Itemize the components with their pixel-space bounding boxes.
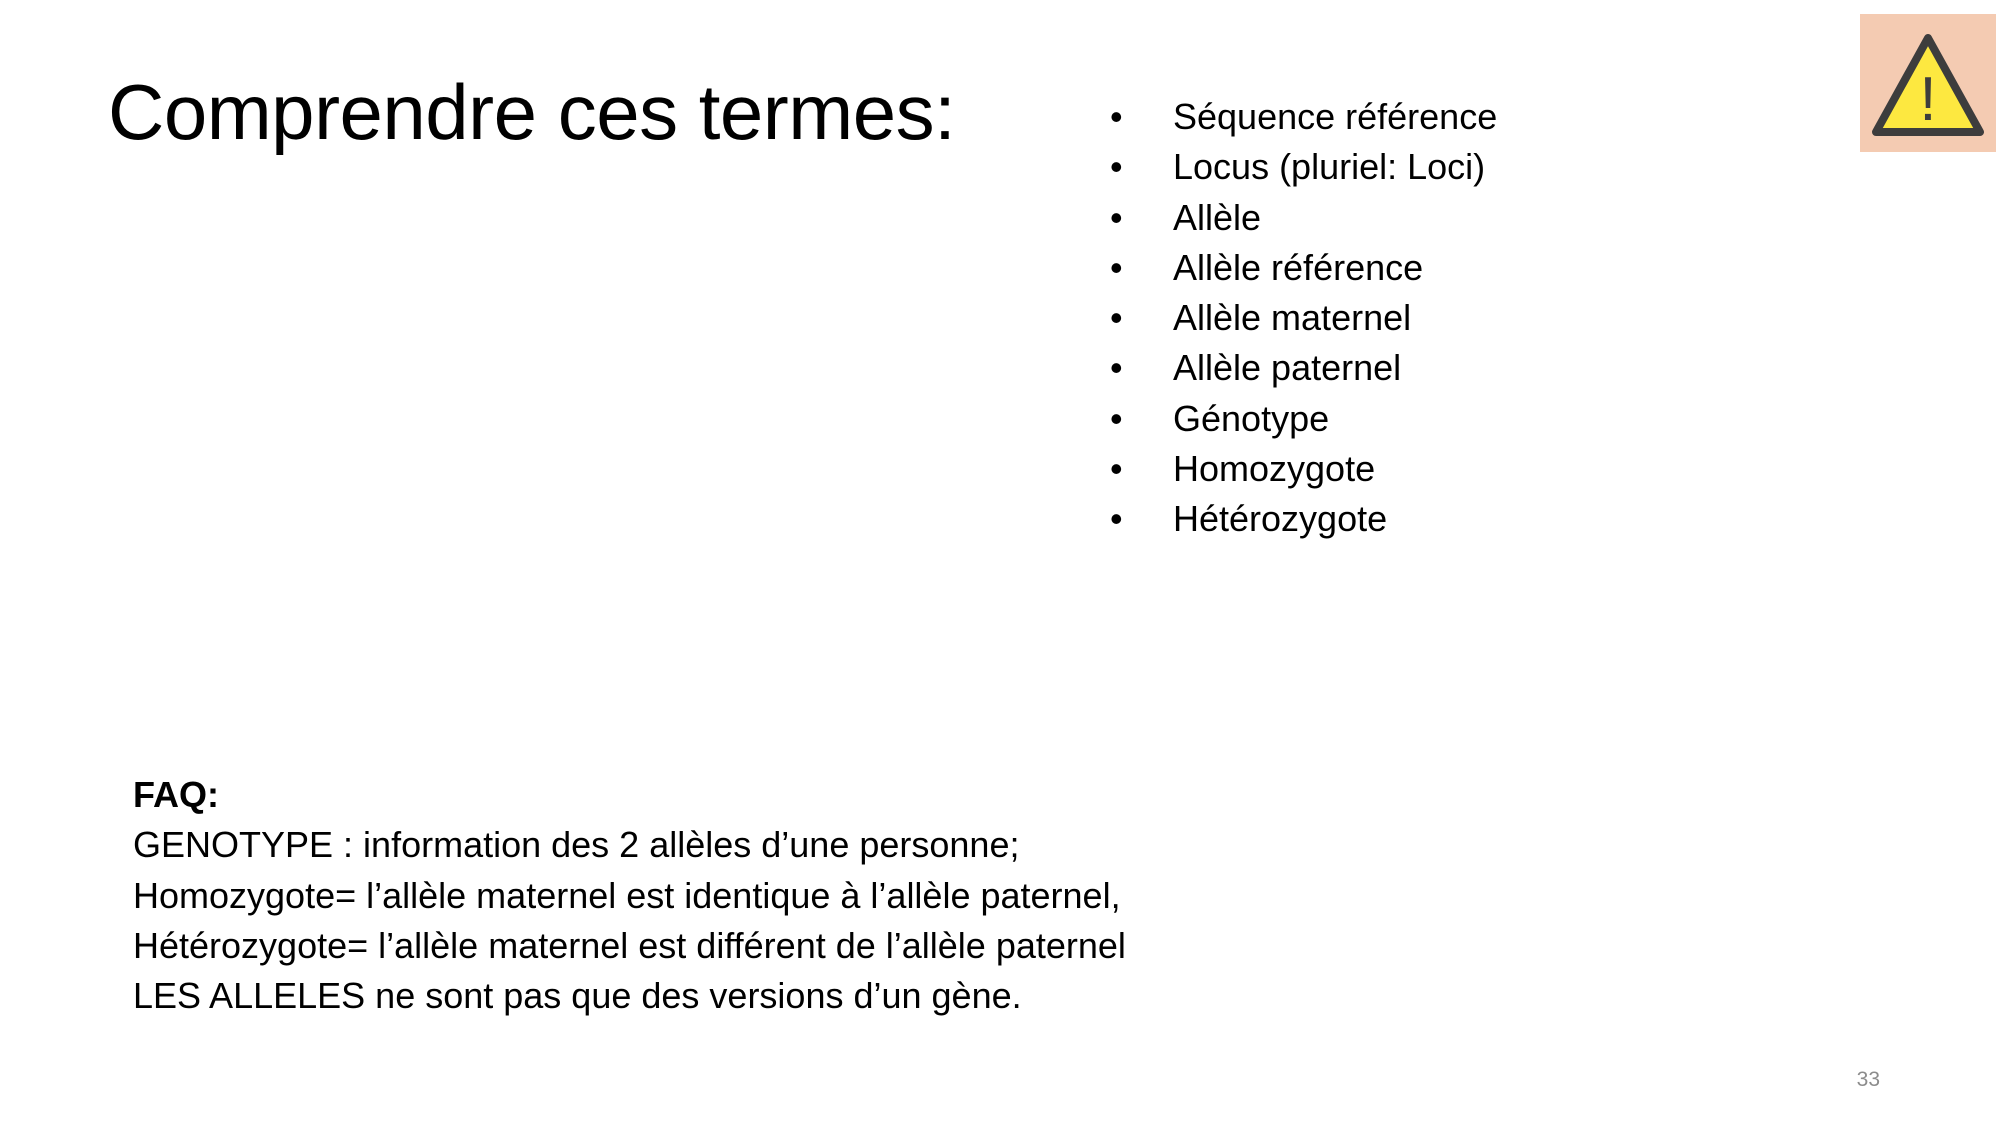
- warning-triangle-icon: [1870, 32, 1986, 140]
- list-item: [1110, 193, 1497, 243]
- warning-box: [1860, 14, 1996, 152]
- list-item: [1110, 142, 1497, 192]
- terms-list: [1110, 92, 1497, 545]
- term-label: Hétérozygote: [1173, 498, 1388, 540]
- faq-line: Hétérozygote= l’allèle maternel est différent de l’allèle paternel: [133, 924, 1126, 966]
- slide-title: Comprendre ces termes:: [108, 68, 956, 156]
- faq-line: GENOTYPE : information des 2 allèles d’une personne;: [133, 824, 1020, 866]
- bullet: •: [1110, 498, 1123, 540]
- list-item: [1110, 243, 1497, 293]
- list-item: [1110, 343, 1497, 393]
- list-item: [1110, 394, 1497, 444]
- bullet: •: [1110, 297, 1123, 339]
- term-label: Séquence référence: [1173, 96, 1498, 137]
- term-label: Allèle: [1173, 196, 1262, 238]
- list-item: [1110, 92, 1497, 142]
- term-label: Allèle paternel: [1173, 347, 1402, 389]
- bullet: •: [1110, 146, 1123, 188]
- bullet: •: [1110, 246, 1123, 288]
- bullet: •: [1110, 397, 1123, 439]
- warning-glyph: !: [1919, 65, 1937, 134]
- term-label: Allèle maternel: [1173, 297, 1412, 339]
- term-label: Génotype: [1173, 397, 1330, 439]
- term-label: Allèle référence: [1173, 246, 1424, 288]
- faq-heading: FAQ:: [133, 774, 219, 815]
- faq-block: [133, 770, 1126, 1021]
- list-item: [1110, 494, 1497, 544]
- bullet: •: [1110, 347, 1123, 389]
- bullet: •: [1110, 96, 1123, 137]
- bullet: •: [1110, 196, 1123, 238]
- page-number: 33: [1856, 1068, 1880, 1091]
- term-label: Homozygote: [1173, 448, 1376, 490]
- bullet: •: [1110, 448, 1123, 490]
- faq-line: LES ALLELES ne sont pas que des versions d’un gène.: [133, 975, 1022, 1017]
- faq-line: Homozygote= l’allèle maternel est identique à l’allèle paternel,: [133, 874, 1121, 916]
- term-label: Locus (pluriel: Loci): [1173, 146, 1486, 188]
- list-item: [1110, 293, 1497, 343]
- list-item: [1110, 444, 1497, 494]
